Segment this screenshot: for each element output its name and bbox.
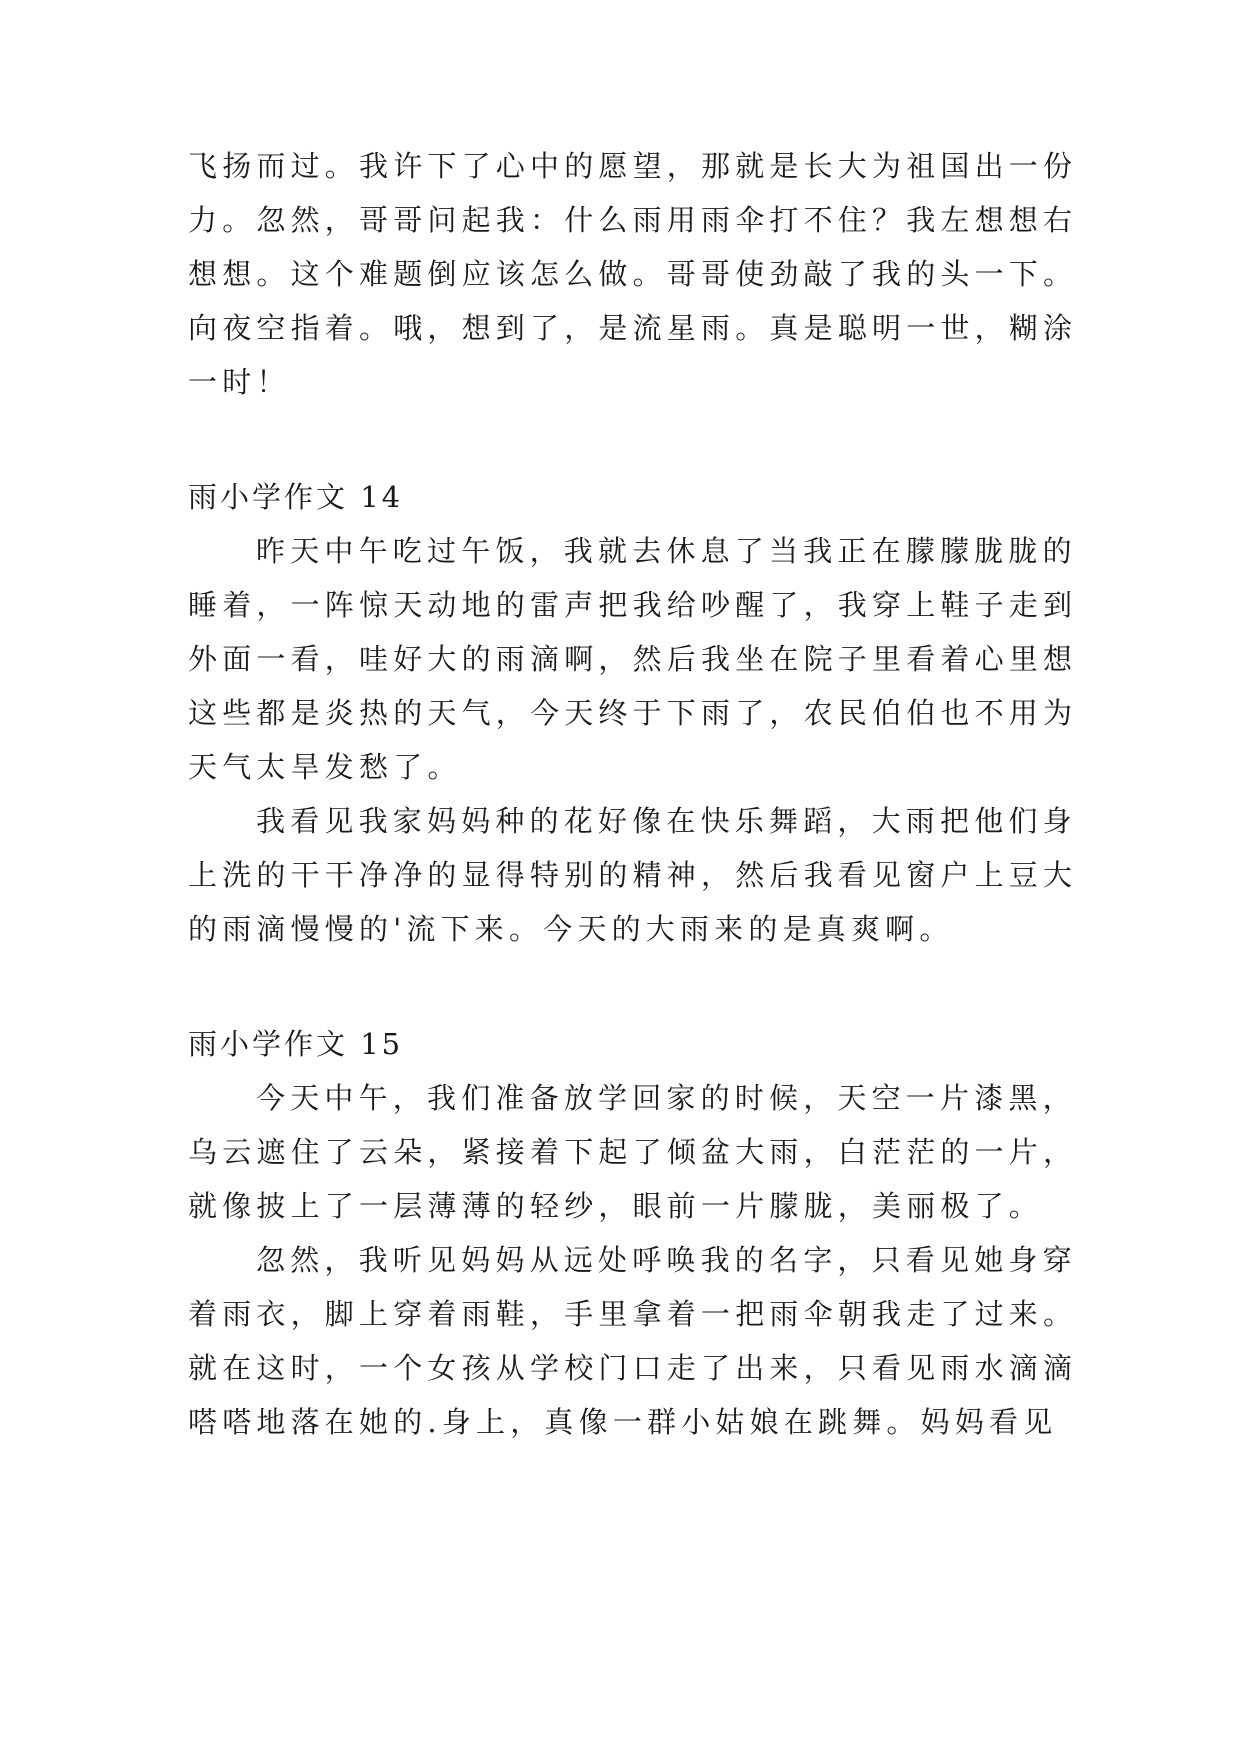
essay-title: 雨小学作文 14 — [188, 480, 404, 514]
text-line: 天气太旱发愁了。 — [188, 750, 462, 784]
text-line: 乌云遮住了云朵，紧接着下起了倾盆大雨，白茫茫的一片， — [188, 1135, 1078, 1169]
text-line: 力。忽然，哥哥问起我：什么雨用雨伞打不住？我左想想右 — [188, 203, 1078, 237]
text-line: 睡着，一阵惊天动地的雷声把我给吵醒了，我穿上鞋子走到 — [188, 588, 1078, 622]
text-line: 向夜空指着。哦，想到了，是流星雨。真是聪明一世，糊涂 — [188, 311, 1078, 345]
essay-title: 雨小学作文 15 — [188, 1027, 404, 1061]
text-line: 的雨滴慢慢的'流下来。今天的大雨来的是真爽啊。 — [188, 912, 954, 946]
text-line: 着雨衣，脚上穿着雨鞋，手里拿着一把雨伞朝我走了过来。 — [188, 1297, 1078, 1331]
text-line: 就像披上了一层薄薄的轻纱，眼前一片朦胧，美丽极了。 — [188, 1189, 1044, 1223]
text-line: 这些都是炎热的天气，今天终于下雨了，农民伯伯也不用为 — [188, 696, 1078, 730]
text-line: 就在这时，一个女孩从学校门口走了出来，只看见雨水滴滴 — [188, 1351, 1078, 1385]
text-line: 昨天中午吃过午饭，我就去休息了当我正在朦朦胧胧的 — [256, 534, 1077, 568]
text-line: 飞扬而过。我许下了心中的愿望，那就是长大为祖国出一份 — [188, 149, 1078, 183]
text-line: 忽然，我听见妈妈从远处呼唤我的名字，只看见她身穿 — [256, 1243, 1077, 1277]
text-line: 我看见我家妈妈种的花好像在快乐舞蹈，大雨把他们身 — [256, 804, 1077, 838]
text-line: 想想。这个难题倒应该怎么做。哥哥使劲敲了我的头一下。 — [188, 257, 1078, 291]
text-line: 一时！ — [188, 365, 291, 399]
text-line: 嗒嗒地落在她的.身上，真像一群小姑娘在跳舞。妈妈看见 — [188, 1405, 1058, 1439]
text-line: 外面一看，哇好大的雨滴啊，然后我坐在院子里看着心里想 — [188, 642, 1078, 676]
text-line: 上洗的干干净净的显得特别的精神，然后我看见窗户上豆大 — [188, 858, 1078, 892]
text-line: 今天中午，我们准备放学回家的时候，天空一片漆黑， — [256, 1081, 1077, 1115]
